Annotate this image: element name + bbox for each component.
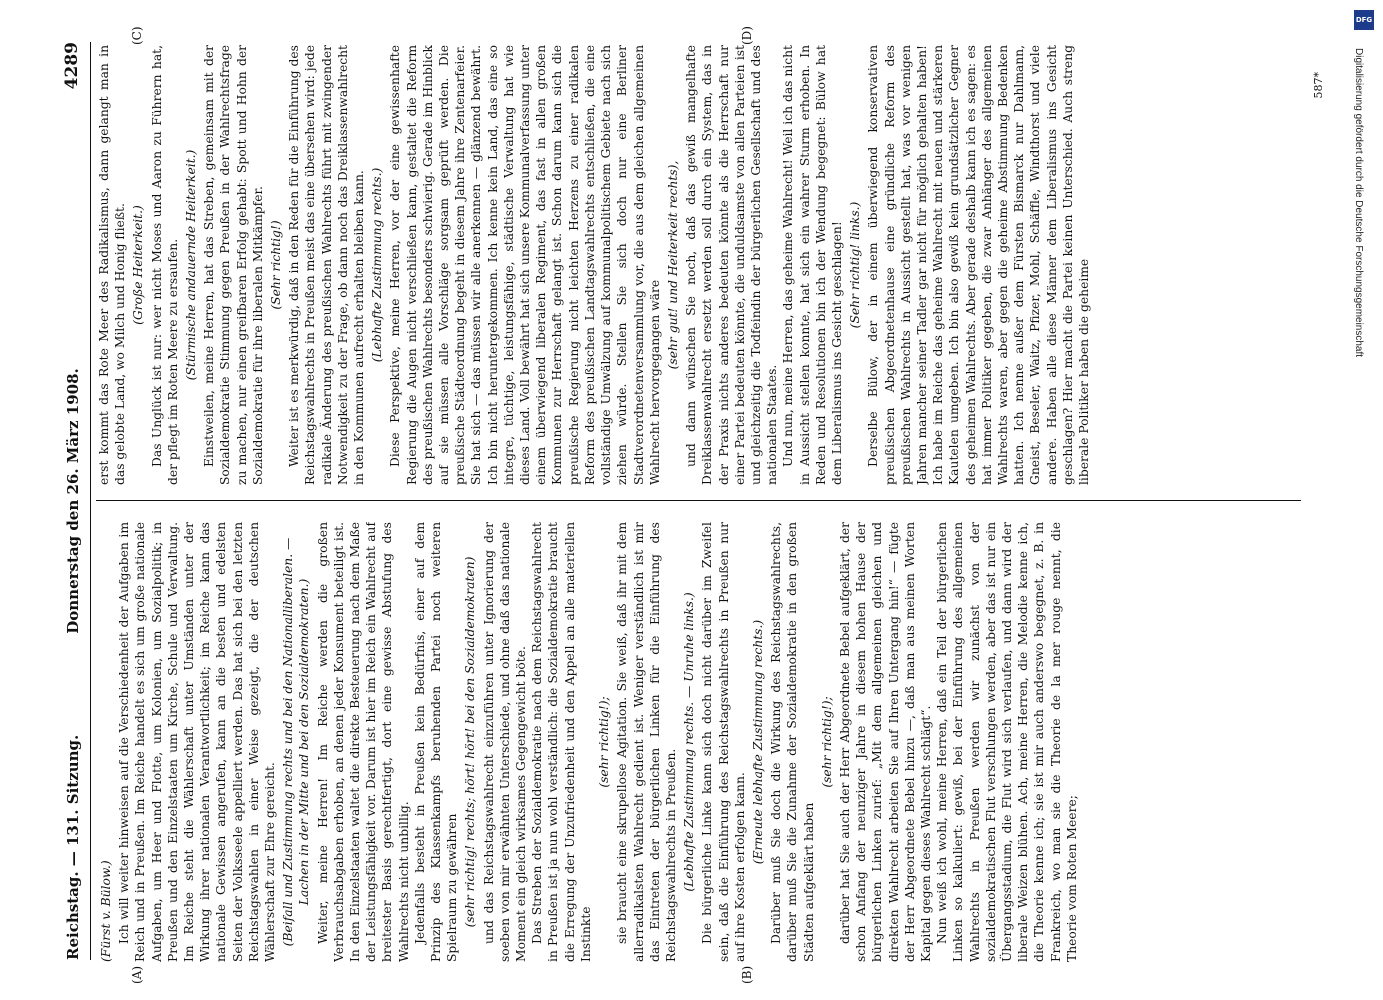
paragraph: Das Unglück ist nur: wer nicht Moses und Aaron zu Führern hat, der pflegt im Roten Meere zu ersaufen. <box>149 45 180 485</box>
interjection: (sehr richtig! rechts; hört! hört! bei den Sozialdemokraten) <box>463 556 478 928</box>
header-rule <box>90 42 91 960</box>
interjection: (Sehr richtig!) <box>269 220 284 310</box>
rotated-page-content <box>50 12 1340 990</box>
dfg-sidebar <box>1352 8 1376 993</box>
interjection: (sehr richtig!); <box>819 696 834 788</box>
paragraph: Darüber muß Sie doch die Wirkung des Reichstagswahlrechts, darüber muß Sie die Zunahme der Sozialdemokratie in den großen Städten aufgeklärt haben <box>769 522 816 962</box>
page-header <box>58 42 92 960</box>
paragraph: Die bürgerliche Linke kann sich doch nicht darüber im Zweifel sein, daß die Einführung des Reichstagswahlrechts in Preußen nur auf ihre Kosten erfolgen kann. <box>700 522 747 962</box>
margin-mark-a: (A) <box>130 965 144 984</box>
margin-mark-d: (D) <box>740 26 754 45</box>
paragraph: sie braucht eine skrupellose Agitation. Sie weiß, daß ihr mit dem allerradikalsten Wahlrecht gedient ist. Weniger verständlich ist mir das Eintreten der bürgerlichen Linken für die Einführung des Reichstagswahlrechts in Preußen. <box>615 522 678 962</box>
interjection: (Erneute lebhafte Zustimmung rechts.) <box>750 619 765 865</box>
right-column <box>96 45 1301 485</box>
paragraph: Diese Perspektive, meine Herren, vor der eine gewissenhafte Regierung die Augen nicht verschließen kann, gestaltet die Reform des preußischen Wahlrechts besonders schwierig. Gerade im Hinblick auf sie müssen alle Vorschläge sorgsam geprüft werden. Die preußische Städteordnung begeht in diesem Jahre ihre Zentenarfeier. Sie hat sich — das müssen wir alle anerkennen — glänzend bewährt. Ich bin nicht heruntergekommen. Ich kenne kein Land, das eine so integre, tüchtige, leistungsfähige, städtische Verwaltung hat wie dieses Land. Voll bewährt hat sich unsere Kommunalverfassung unter einem überwiegend liberalen Regiment, das fast in allen großen Kommunen zur Herrschaft gelangt ist. Schon darum kann sich die preußische Regierung nicht leichten Herzens zu einer radikalen Reform des preußischen Landtagswahlrechts entschließen, die eine vollständige Umwälzung auf kommunalpolitischem Gebiete nach sich ziehen würde. Stellen Sie sich doch nur eine Berliner Stadtverordnetenversammlung vor, die aus dem gleichen allgemeinen Wahlrecht hervorgegangen wäre <box>388 45 662 485</box>
page-number: 4289 <box>62 42 82 90</box>
header-session: Reichstag. — 131. Sitzung. <box>64 734 82 960</box>
paragraph: und das Reichstagswahlrecht einzuführen unter Ignorierung der soeben von mir erwähnten Unterschiede, und ohne daß das nationale Moment ein gleich wirksames Gegengewicht böte. <box>481 522 529 962</box>
dfg-logo-icon: DFG <box>1354 10 1374 30</box>
paragraph: Das Streben der Sozialdemokratie nach dem Reichstagswahlrecht in Preußen ist ja nun wohl verständlich: die Sozialdemokratie braucht die Erregung der Unzufriedenheit und den Appell an alle materiellen Instinkte <box>530 522 593 962</box>
paragraph: Weiter ist es merkwürdig, daß in den Reden für die Einführung des Reichstagswahlrechts in Preußen meist das eine übersehen wird: jede radikale Änderung des preußischen Wahlrechts führt mit zwingender Notwendigkeit zu der Frage, ob dann noch das Dreiklassenwahlrecht in den Kommunen aufrecht erhalten bleiben kann. <box>287 45 367 485</box>
column-divider <box>96 500 1301 501</box>
scanned-page <box>50 12 1340 990</box>
interjection: (Stürmische andauernde Heiterkeit.) <box>184 149 199 381</box>
interjection: (Lebhafte Zustimmung rechts.) <box>370 167 385 363</box>
paragraph: Jedenfalls besteht in Preußen kein Bedürfnis, einer auf dem Prinzip des Klassenkampfs beruhenden Partei noch weiteren Spielraum zu gewähren <box>412 522 460 962</box>
left-column <box>96 522 1301 962</box>
footer-signature: 587* <box>1312 72 1325 99</box>
interjection: (Lebhafte Zustimmung rechts. — Unruhe links.) <box>682 592 697 892</box>
paragraph: Einstweilen, meine Herren, hat das Streben, gemeinsam mit der Sozialdemokratie Stimmung gegen Preußen in der Wahlrechtsfrage zu machen, nur einen greifbaren Erfolg gehabt: Spott und Hohn der Sozialdemokratie für ihre liberalen Mitkämpfer. <box>202 45 265 485</box>
paragraph: Und nun, meine Herren, das geheime Wahlrecht! Weil ich das nicht in Aussicht stellen konnte, hat sich ein wahrer Sturm erhoben. In Reden und Resolutionen bin ich der Wendung begegnet: Bülow hat dem Liberalismus ins Gesicht geschlagen! <box>781 45 844 485</box>
digitization-note: Digitalisierung gefördert durch die Deutsche Forschungsgemeinschaft <box>1353 48 1364 358</box>
paragraph: darüber hat Sie auch der Herr Abgeordnete Bebel aufgeklärt, der schon Anfang der neunziger Jahre in diesem hohen Hause der bürgerlichen Linken zurief: „Mit dem allgemeinen gleichen und direkten Wahlrecht arbeiten Sie auf Ihren Untergang hin!“ — fügte der Herr Abgeordnete Bebel hinzu —, daß man aus meinen Worten Kapital gegen dieses Wahlrecht schlägt“. <box>837 522 933 962</box>
paragraph: und dann wünschen Sie noch, daß das gewiß mangelhafte Dreiklassenwahlrecht ersetzt werden soll durch ein System, das in der Praxis nichts anderes bedeuten könnte als die Herrschaft nur einer Partei bedeuten könnte, die unduldsamste von allen Parteien ist und gleichzeitig die Todfeindin der bürgerlichen Gesellschaft und des nationalen Staates. <box>684 45 780 485</box>
margin-mark-b: (B) <box>740 965 754 984</box>
paragraph: Weiter, meine Herren! Im Reiche werden die großen Verbrauchsabgaben erhoben, an denen jeder Konsument beteiligt ist. In den Einzelstaaten waltet die direkte Besteuerung nach dem Maße der Leistungsfähigkeit vor. Darum ist hier im Reich ein Wahlrecht auf breitester Basis gerechtfertigt, dort eine gewisse Abstufung des Wahlrechts nicht unbillig. <box>315 522 411 962</box>
interjection: (sehr gut! und Heiterkeit rechts), <box>665 160 680 370</box>
interjection: (Große Heiterkeit.) <box>131 205 146 325</box>
header-date: Donnerstag den 26. März 1908. <box>64 368 82 634</box>
interjection: (Sehr richtig! links.) <box>848 201 863 329</box>
paragraph: erst kommt das Rote Meer des Radikalismus, dann gelangt man in das gelobte Land, wo Milch und Honig fließt. <box>97 45 128 485</box>
paragraph: Ich will weiter hinweisen auf die Verschiedenheit der Aufgaben im Reich und in Preußen. Im Reiche handelt es sich um große nationale Aufgaben, um Heer und Flotte, um Kolonien, um Sozialpolitik; in Preußen und den Einzelstaaten um Kirche, Schule und Verwaltung. Im Reiche steht die Wählerschaft unter Umständen unter der Wirkung ihrer nationalen Verantwortlichkeit; im Reiche kann das nationale Gewissen angerufen, kann an die besten und edelsten Seiten der Volksseele appelliert werden. Das hat sich bei den letzten Reichstagswahlen in einer Weise gezeigt, die der deutschen Wählerschaft zur Ehre gereicht. <box>117 522 278 962</box>
speaker-label: (Fürst v. Bülow.) <box>99 860 113 962</box>
paragraph: Derselbe Bülow, der in einem überwiegend konservativen preußischen Abgeordnetenhause eine gründliche Reform des preußischen Wahlrechts in Aussicht gestellt hat, was vor wenigen Jahren mancher seiner Tadler gar nicht für möglich gehalten haben! Ich habe im Reiche das geheime Wahlrecht mit neuen und stärkeren Kautelen umgeben. Ich bin also gewiß kein grundsätzlicher Gegner des geheimen Wahlrechts. Aber gerade deshalb kann ich es sagen: es hat immer Politiker gegeben, die zwar Anhänger des allgemeinen Wahlrechts waren, aber gegen die geheime Abstimmung Bedenken hatten. Ich nenne außer dem Fürsten Bismarck nur Dahlmann, Gneist, Beseler, Waitz, Pfizer, Mohl, Schäffle, Windthorst und viele andere. Haben alle diese Männer dem Liberalismus ins Gesicht geschlagen? Hier macht die Partei keinen Unterschied. Auch streng liberale Politiker haben die geheime <box>866 45 1091 485</box>
interjection: (sehr richtig!); <box>597 696 612 788</box>
interjection: (Beifall und Zustimmung rechts und bei den Nationalliberalen. — Lachen in der Mitte und bei den Sozialdemokraten.) <box>281 537 312 947</box>
paragraph: Nun weiß ich wohl, meine Herren, daß ein Teil der bürgerlichen Linken so kalkuliert: gewiß, bei der Einführung des allgemeinen Wahlrechts in Preußen werden wir zunächst von der sozialdemokratischen Flut verschlungen werden, aber das ist nur ein Übergangsstadium, die Flut wird sich verlaufen, und dann wird der liberale Weizen blühen. Ach, meine Herren, die Melodie kenne ich, die Theorie kenne ich; sie ist mir auch anderswo begegnet, z. B. in Frankreich, wo man sie die Theorie de la mer rouge nennt, die Theorie vom Roten Meere; <box>935 522 1079 962</box>
margin-mark-c: (C) <box>130 26 144 45</box>
